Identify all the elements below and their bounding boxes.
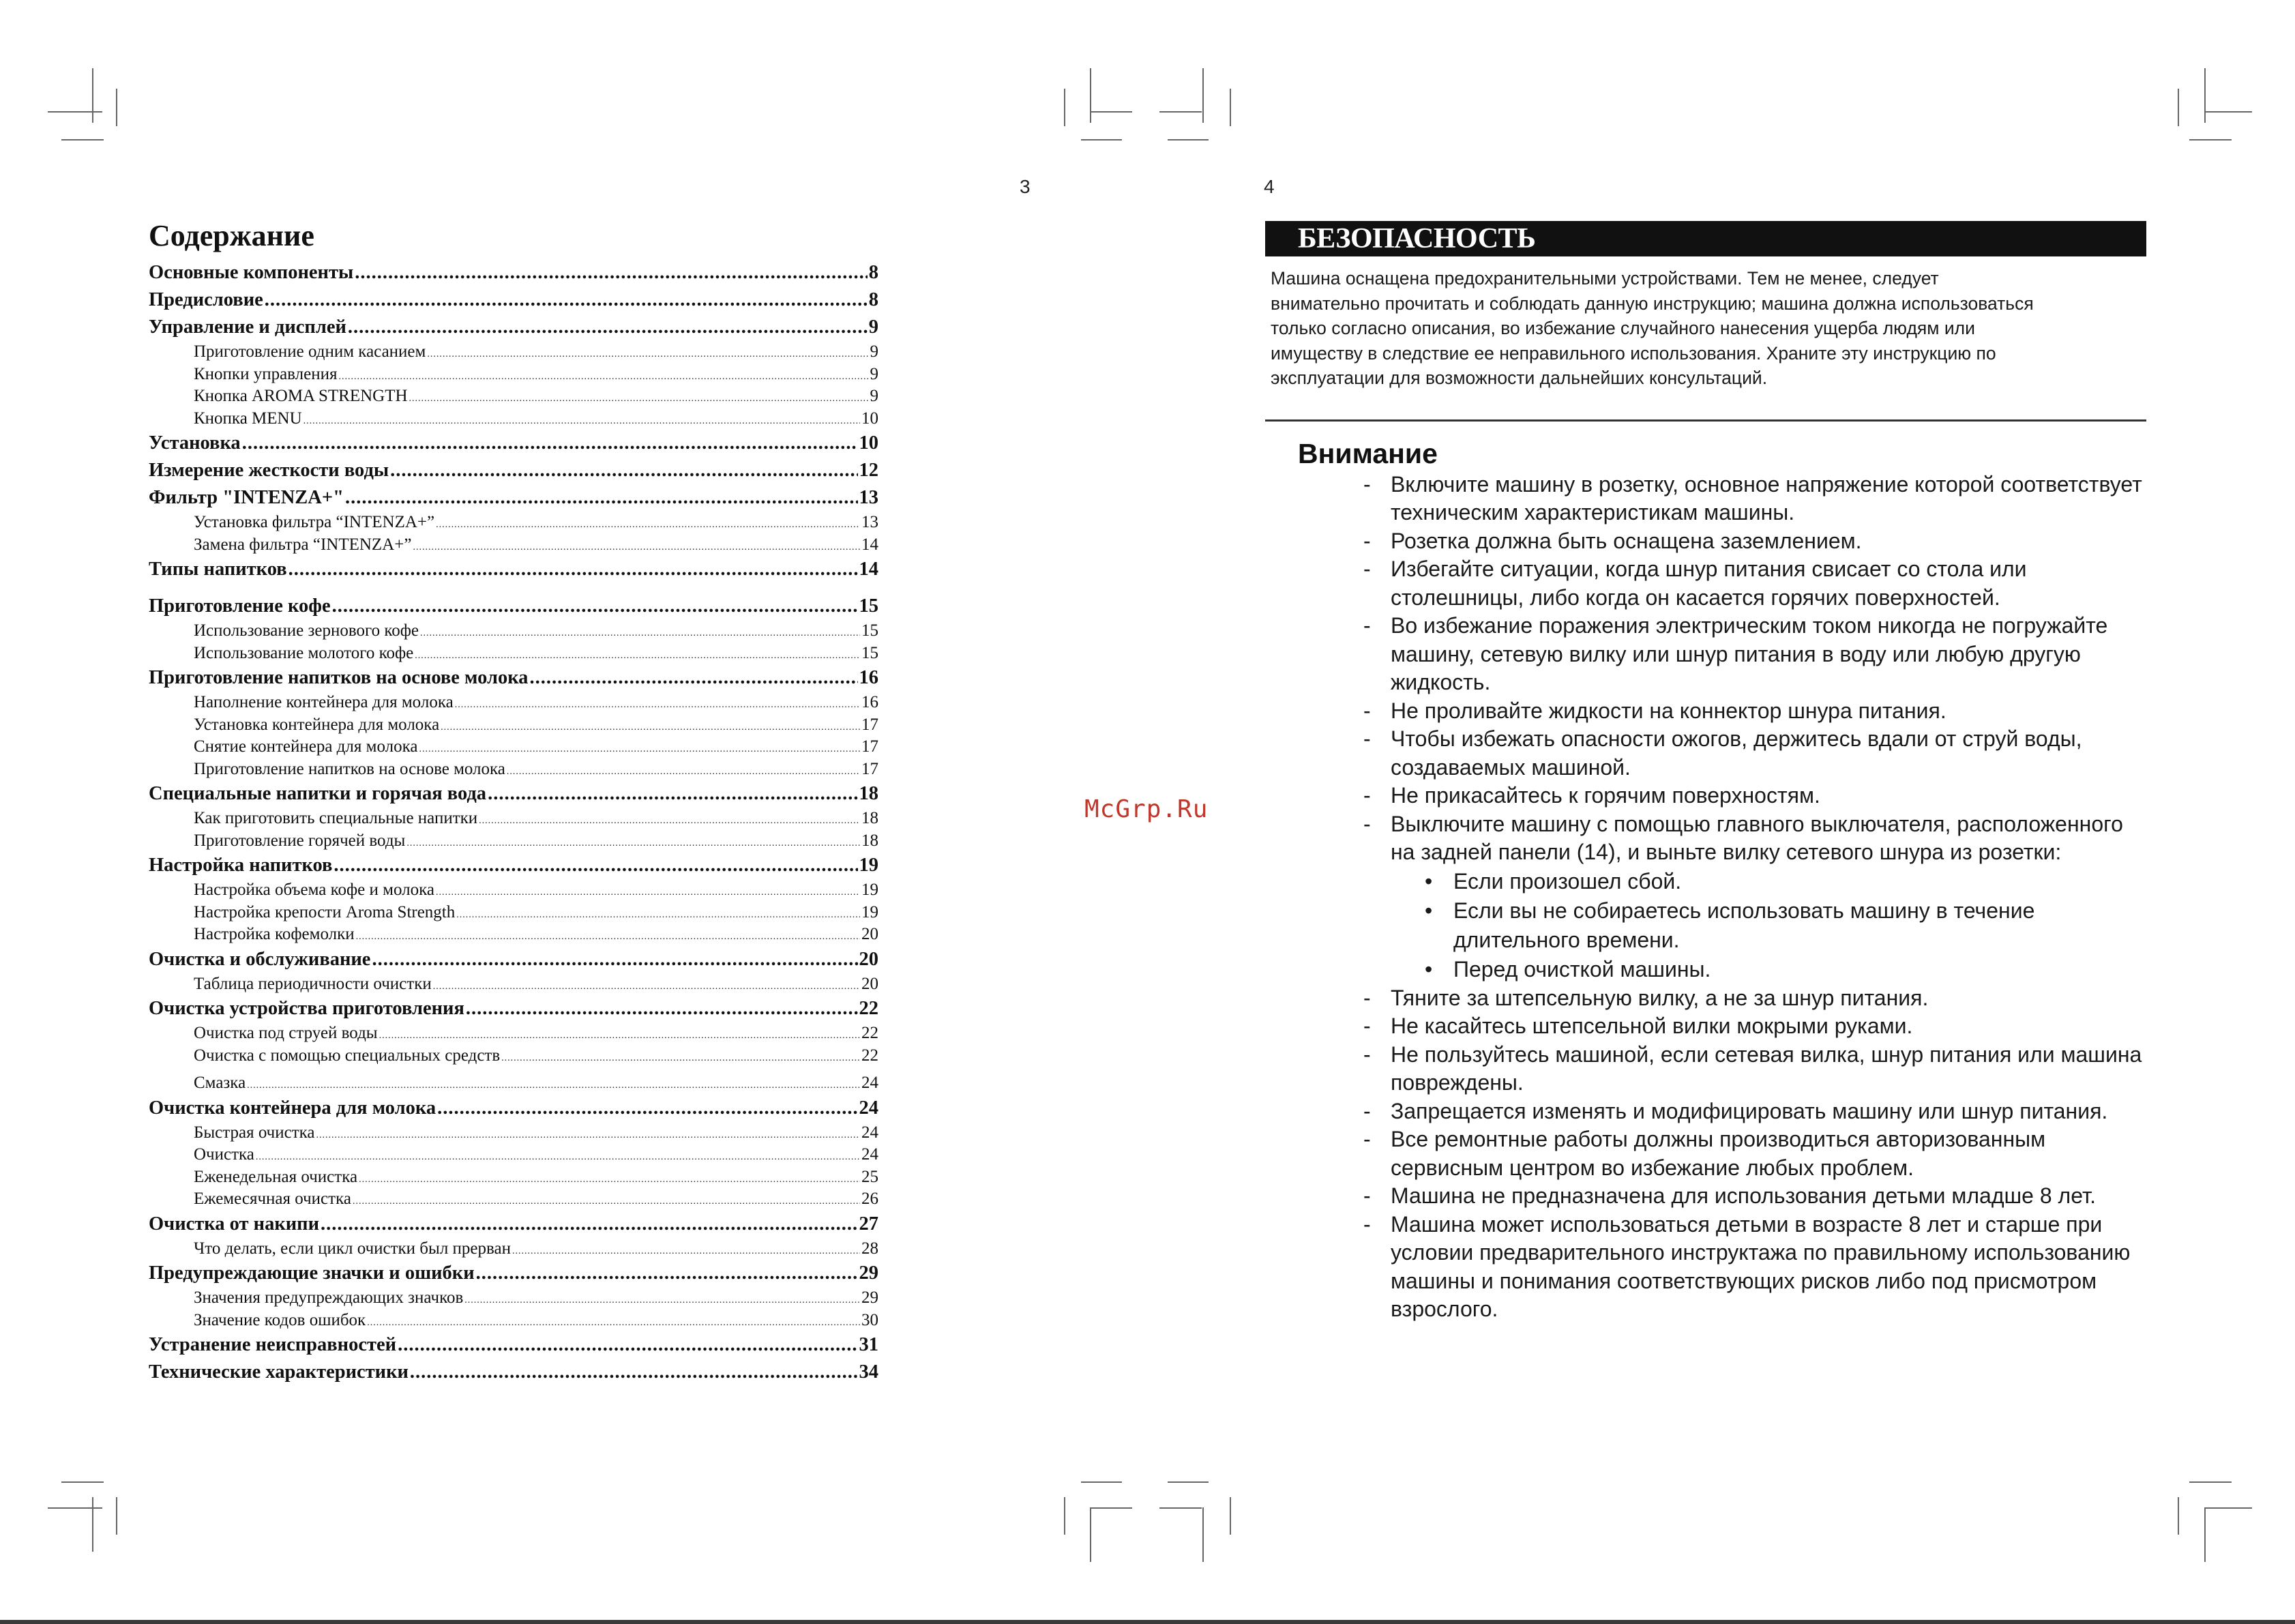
toc-entry-page: 24 xyxy=(861,1145,878,1164)
toc-entry-page: 34 xyxy=(859,1361,878,1383)
toc-entry-label: Таблица периодичности очистки xyxy=(194,974,432,993)
toc-leader-dots xyxy=(466,995,858,1022)
warning-item: - Избегайте ситуации, когда шнур питания свисает со стола или столешницы, либо когда он касается горячих поверхностей. xyxy=(1363,555,2146,612)
toc-entry-label: Типы напитков xyxy=(149,559,287,580)
toc-entry-label: Измерение жесткости воды xyxy=(149,460,389,481)
toc-entry-page: 22 xyxy=(861,1046,878,1065)
warning-item: - Во избежание поражения электрическим током никогда не погружайте машину, сетевую вилку или шнур питания в воду или любую другую жидкость. xyxy=(1363,612,2146,697)
crop-mark xyxy=(1090,1507,1091,1562)
toc-entry-page: 9 xyxy=(870,387,878,405)
toc-subentry xyxy=(149,692,878,714)
toc-leader-dots xyxy=(409,385,869,411)
crop-mark xyxy=(2178,1497,2179,1535)
toc-leader-dots xyxy=(529,664,857,692)
intro-line: эксплуатации для возможности дальнейших консультаций. xyxy=(1271,368,1768,388)
crop-mark xyxy=(48,1507,102,1509)
toc-entry xyxy=(149,664,878,692)
toc-entry-label: Замена фильтра “INTENZA+” xyxy=(194,535,412,554)
toc-leader-dots xyxy=(390,457,857,484)
toc-entry-page: 22 xyxy=(859,998,878,1019)
toc-entry-page: 15 xyxy=(859,595,878,617)
toc-entry-label: Установка фильтра “INTENZA+” xyxy=(194,513,435,531)
toc-entry-label: Приготовление одним касанием xyxy=(194,342,426,361)
toc-entry-page: 29 xyxy=(861,1288,878,1307)
toc-leader-dots xyxy=(398,1331,857,1359)
toc-entry-page: 13 xyxy=(859,487,878,508)
toc-leader-dots xyxy=(441,714,860,739)
toc-leader-dots xyxy=(321,1211,857,1238)
toc-entry-label: Технические характеристики xyxy=(149,1361,409,1383)
toc-entry xyxy=(149,995,878,1022)
toc-leader-dots xyxy=(488,780,857,808)
crop-mark xyxy=(2189,139,2232,141)
toc-entry-label: Использование зернового кофе xyxy=(194,621,419,640)
crop-mark xyxy=(1168,1481,1209,1483)
sub-bullet: • Перед очисткой машины. xyxy=(1425,955,2146,984)
toc-subentry xyxy=(149,1188,878,1211)
toc-entry xyxy=(149,556,878,583)
toc-subentry xyxy=(149,341,878,364)
toc-entry-page: 8 xyxy=(868,289,878,310)
crop-mark xyxy=(61,1481,104,1483)
toc-entry-label: Приготовление напитков на основе молока xyxy=(149,667,529,688)
toc-entry xyxy=(149,457,878,484)
safety-intro xyxy=(1271,266,2146,391)
crop-mark xyxy=(2204,68,2206,123)
toc-entry-label: Установка xyxy=(149,432,241,454)
warning-item: - Машина может использоваться детьми в возрасте 8 лет и старше при условии предварительного инструктажа по правильному использованию машины и понимания соответствующих рисков либо под присмотром взрослого. xyxy=(1363,1211,2146,1324)
toc-entry-label: Очистка контейнера для молока xyxy=(149,1097,436,1119)
toc-leader-dots xyxy=(410,1359,858,1386)
toc-entry-label: Основные компоненты xyxy=(149,262,354,283)
toc-entry-page: 15 xyxy=(861,643,878,662)
toc-entry-label: Настройка кофемолки xyxy=(194,925,355,943)
toc-entry xyxy=(149,780,878,808)
toc-entry-label: Как приготовить специальные напитки xyxy=(194,809,478,827)
toc-leader-dots xyxy=(334,852,857,879)
warning-item: - Запрещается изменять и модифицировать машину или шнур питания. xyxy=(1363,1097,2146,1126)
toc-entry-label: Настройка крепости Aroma Strength xyxy=(194,902,456,921)
toc-entry-page: 16 xyxy=(859,667,878,688)
toc-leader-dots xyxy=(464,1287,860,1312)
toc-entry-label: Предисловие xyxy=(149,289,263,310)
toc-leader-dots xyxy=(353,1188,860,1213)
toc-entry-page: 20 xyxy=(861,974,878,993)
toc-leader-dots xyxy=(420,620,860,645)
toc-subentry xyxy=(149,714,878,737)
toc-leader-dots xyxy=(433,973,860,999)
toc-entry-label: Предупреждающие значки и ошибки xyxy=(149,1263,475,1284)
toc-entry-label: Приготовление кофе xyxy=(149,595,331,617)
warning-item: - Не прикасайтесь к горячим поверхностям. xyxy=(1363,782,2146,810)
toc-entry-label: Настройка напитков xyxy=(149,855,333,876)
toc-entry-page: 13 xyxy=(861,513,878,531)
toc-entry-page: 26 xyxy=(861,1190,878,1208)
toc-subentry xyxy=(149,620,878,643)
crop-mark xyxy=(1064,1497,1065,1535)
toc-entry xyxy=(149,1211,878,1238)
toc-subentry xyxy=(149,1022,878,1045)
toc-subentry xyxy=(149,973,878,996)
toc-subentry xyxy=(149,924,878,946)
crop-mark xyxy=(1159,111,1202,113)
toc-entry-page: 14 xyxy=(861,535,878,554)
toc-subentry xyxy=(149,364,878,386)
toc-entry-page: 8 xyxy=(868,262,878,283)
crop-mark xyxy=(116,1497,117,1535)
toc-leader-dots xyxy=(437,1095,857,1122)
toc-leader-dots xyxy=(339,364,869,389)
warning-item-text: Выключите машину с помощью главного выключателя, расположенного на задней панели (14), и выньте вилку сетевого шнура из розетки: xyxy=(1391,811,2123,864)
sub-bullet-list xyxy=(1391,867,2146,984)
toc-entry-page: 15 xyxy=(861,621,878,640)
toc-subentry xyxy=(149,758,878,781)
toc-subentry xyxy=(149,1072,878,1095)
toc-entry-label: Очистка с помощью специальных средств xyxy=(194,1046,501,1065)
crop-mark xyxy=(2178,89,2179,126)
toc-leader-dots xyxy=(479,808,860,833)
crop-mark xyxy=(1090,68,1091,123)
table-of-contents xyxy=(149,217,878,1386)
toc-leader-dots xyxy=(345,484,858,512)
page-number-right: 4 xyxy=(1264,176,1275,197)
toc-leader-dots xyxy=(332,593,858,620)
toc-subentry xyxy=(149,408,878,430)
toc-entry-label: Приготовление напитков на основе молока xyxy=(194,759,505,778)
toc-entry-page: 19 xyxy=(861,881,878,899)
crop-mark xyxy=(1081,1481,1122,1483)
toc-entry xyxy=(149,286,878,314)
toc-entry-page: 20 xyxy=(859,948,878,970)
crop-mark xyxy=(2204,1507,2206,1562)
toc-leader-dots xyxy=(406,830,860,855)
toc-entry-label: Использование молотого кофе xyxy=(194,643,414,662)
toc-leader-dots xyxy=(455,692,860,717)
section-header: БЕЗОПАСНОСТЬ xyxy=(1265,221,2146,256)
toc-entry-label: Значения предупреждающих значков xyxy=(194,1288,464,1307)
intro-line: Машина оснащена предохранительными устройствами. Тем не менее, следует xyxy=(1271,268,1939,289)
toc-subentry xyxy=(149,830,878,853)
toc-leader-dots xyxy=(316,1122,860,1147)
toc-leader-dots xyxy=(356,924,860,949)
toc-subentry xyxy=(149,512,878,534)
intro-line: имуществу в следствие ее неправильного использования. Храните эту инструкцию по xyxy=(1271,342,1996,364)
warning-item: - Машина не предназначена для использования детьми младше 8 лет. xyxy=(1363,1182,2146,1211)
toc-entry-page: 9 xyxy=(868,316,878,338)
toc-entry-page: 14 xyxy=(859,559,878,580)
toc-entry-page: 24 xyxy=(861,1123,878,1142)
toc-entry-page: 24 xyxy=(861,1074,878,1092)
toc-leader-dots xyxy=(413,534,860,559)
toc-entry-label: Что делать, если цикл очистки был прерван xyxy=(194,1239,511,1258)
warning-item: - Не проливайте жидкости на коннектор шнура питания. xyxy=(1363,697,2146,726)
toc-entry-label: Ежемесячная очистка xyxy=(194,1190,351,1208)
toc-entry-label: Кнопки управления xyxy=(194,364,338,383)
sub-bullet: • Если вы не собираетесь использовать машину в течение длительного времени. xyxy=(1425,896,2146,955)
toc-title: Содержание xyxy=(149,219,314,252)
warning-item: - Включите машину в розетку, основное напряжение которой соответствует техническим характеристикам машины. xyxy=(1363,471,2146,527)
toc-entry-label: Фильтр "INTENZA+" xyxy=(149,487,344,508)
toc-subentry xyxy=(149,879,878,902)
toc-entry-page: 17 xyxy=(861,759,878,778)
crop-mark xyxy=(1159,1507,1202,1509)
toc-entry xyxy=(149,1359,878,1386)
crop-mark xyxy=(1090,111,1132,113)
toc-leader-dots xyxy=(419,736,860,761)
toc-subentry xyxy=(149,385,878,408)
toc-entry-label: Быстрая очистка xyxy=(194,1123,315,1142)
bottom-border xyxy=(0,1620,2295,1624)
toc-entry-page: 25 xyxy=(861,1167,878,1186)
toc-entry-label: Наполнение контейнера для молока xyxy=(194,693,454,711)
toc-leader-dots xyxy=(436,879,860,904)
toc-leader-dots xyxy=(507,758,860,784)
toc-subentry xyxy=(149,534,878,557)
crop-mark xyxy=(92,68,93,123)
toc-entry-page: 17 xyxy=(861,737,878,756)
toc-subentry xyxy=(149,1045,878,1067)
toc-entry-label: Кнопка MENU xyxy=(194,409,302,428)
crop-mark xyxy=(48,111,102,113)
page-number-left: 3 xyxy=(1020,176,1031,197)
toc-leader-dots xyxy=(265,286,868,314)
toc-leader-dots xyxy=(427,341,868,366)
toc-entry xyxy=(149,946,878,973)
toc-entry-page: 18 xyxy=(861,831,878,850)
toc-entry-label: Значение кодов ошибок xyxy=(194,1310,366,1329)
toc-entry-label: Устранение неисправностей xyxy=(149,1334,397,1355)
toc-entry-page: 9 xyxy=(870,364,878,383)
toc-leader-dots xyxy=(415,643,860,668)
toc-entry-page: 29 xyxy=(859,1263,878,1284)
crop-mark xyxy=(1168,139,1209,141)
toc-entry xyxy=(149,852,878,879)
toc-leader-dots xyxy=(372,946,857,973)
crop-mark xyxy=(61,139,104,141)
warning-item: - Чтобы избежать опасности ожогов, держитесь вдали от струй воды, создаваемых машиной. xyxy=(1363,725,2146,782)
toc-subentry xyxy=(149,1310,878,1332)
toc-entry xyxy=(149,314,878,341)
crop-mark xyxy=(1081,139,1122,141)
toc-entry-page: 12 xyxy=(859,460,878,481)
warning-item-with-subs xyxy=(1363,810,2146,984)
toc-subentry xyxy=(149,1238,878,1260)
toc-list xyxy=(149,259,878,1386)
toc-leader-dots xyxy=(288,556,858,583)
toc-entry-label: Очистка xyxy=(194,1145,254,1164)
intro-line: только согласно описания, во избежание случайного нанесения ущерба людям или xyxy=(1271,318,1975,338)
crop-mark xyxy=(2204,1507,2252,1509)
crop-mark xyxy=(1202,1507,1204,1562)
crop-mark xyxy=(92,1497,93,1552)
toc-entry-label: Приготовление горячей воды xyxy=(194,831,406,850)
toc-entry xyxy=(149,1095,878,1122)
toc-entry-page: 22 xyxy=(861,1024,878,1042)
watermark-text: McGrp.Ru xyxy=(1084,795,1209,823)
toc-entry-page: 10 xyxy=(861,409,878,428)
toc-subentry xyxy=(149,1144,878,1166)
toc-leader-dots xyxy=(512,1238,860,1263)
warning-item: - Не касайтесь штепсельной вилки мокрыми руками. xyxy=(1363,1012,2146,1041)
crop-mark xyxy=(1230,1497,1231,1535)
toc-entry xyxy=(149,1331,878,1359)
toc-leader-dots xyxy=(379,1022,860,1048)
toc-entry-page: 10 xyxy=(859,432,878,454)
warning-item: - Не пользуйтесь машиной, если сетевая вилка, шнур питания или машина повреждены. xyxy=(1363,1041,2146,1097)
sub-bullet: • Если произошел сбой. xyxy=(1425,867,2146,896)
warning-item: - Тяните за штепсельную вилку, а не за шнур питания. xyxy=(1363,984,2146,1013)
toc-entry xyxy=(149,430,878,457)
toc-subentry xyxy=(149,1287,878,1310)
toc-entry-label: Очистка от накипи xyxy=(149,1213,320,1235)
toc-subentry xyxy=(149,1166,878,1189)
toc-leader-dots xyxy=(359,1166,860,1192)
toc-entry-page: 18 xyxy=(861,809,878,827)
toc-entry-label: Смазка xyxy=(194,1074,246,1092)
toc-leader-dots xyxy=(436,512,860,537)
crop-mark xyxy=(116,89,117,126)
toc-entry-label: Управление и дисплей xyxy=(149,316,346,338)
crop-mark xyxy=(1202,68,1204,123)
toc-entry xyxy=(149,259,878,286)
toc-leader-dots xyxy=(242,430,858,457)
toc-entry-page: 27 xyxy=(859,1213,878,1235)
toc-leader-dots xyxy=(456,902,860,927)
toc-entry-label: Настройка объема кофе и молока xyxy=(194,881,434,899)
divider xyxy=(1265,419,2146,422)
toc-entry xyxy=(149,484,878,512)
toc-leader-dots xyxy=(256,1144,860,1169)
toc-entry-page: 9 xyxy=(870,342,878,361)
warning-item: - Все ремонтные работы должны производиться авторизованным сервисным центром во избежание любых проблем. xyxy=(1363,1125,2146,1182)
toc-entry-label: Кнопка AROMA STRENGTH xyxy=(194,387,408,405)
toc-entry-page: 16 xyxy=(861,693,878,711)
toc-leader-dots xyxy=(348,314,868,341)
toc-entry-label: Установка контейнера для молока xyxy=(194,715,440,734)
toc-leader-dots xyxy=(303,408,860,433)
crop-mark xyxy=(2189,1481,2232,1483)
warning-item: - Розетка должна быть оснащена заземлением. xyxy=(1363,527,2146,556)
toc-leader-dots xyxy=(476,1260,858,1287)
intro-line: внимательно прочитать и соблюдать данную инструкцию; машина должна использоваться xyxy=(1271,293,2034,314)
toc-subentry xyxy=(149,643,878,665)
toc-entry-page: 18 xyxy=(859,783,878,804)
toc-leader-dots xyxy=(501,1045,860,1070)
crop-mark xyxy=(1230,89,1231,126)
toc-entry xyxy=(149,1260,878,1287)
toc-entry-page: 17 xyxy=(861,715,878,734)
crop-mark xyxy=(2204,111,2252,113)
toc-leader-dots xyxy=(247,1072,860,1097)
crop-mark xyxy=(1064,89,1065,126)
toc-entry-page: 24 xyxy=(859,1097,878,1119)
toc-entry-page: 19 xyxy=(859,855,878,876)
toc-entry-page: 20 xyxy=(861,925,878,943)
toc-entry-label: Очистка и обслуживание xyxy=(149,948,371,970)
toc-entry-page: 28 xyxy=(861,1239,878,1258)
warning-list xyxy=(1265,471,2146,1324)
toc-entry-label: Очистка устройства приготовления xyxy=(149,998,464,1019)
toc-entry-page: 19 xyxy=(861,902,878,921)
toc-subentry xyxy=(149,736,878,758)
toc-leader-dots xyxy=(367,1310,860,1335)
toc-entry-page: 30 xyxy=(861,1310,878,1329)
toc-subentry xyxy=(149,1122,878,1145)
attention-title: Внимание xyxy=(1298,437,1438,469)
crop-mark xyxy=(1090,1507,1132,1509)
toc-entry xyxy=(149,593,878,620)
toc-entry-label: Очистка под струей воды xyxy=(194,1024,378,1042)
toc-entry-page: 31 xyxy=(859,1334,878,1355)
toc-leader-dots xyxy=(355,259,868,286)
toc-entry-label: Еженедельная очистка xyxy=(194,1167,358,1186)
safety-section xyxy=(1265,221,2146,1324)
toc-subentry xyxy=(149,808,878,830)
toc-entry-label: Снятие контейнера для молока xyxy=(194,737,418,756)
toc-entry-label: Специальные напитки и горячая вода xyxy=(149,783,487,804)
toc-subentry xyxy=(149,902,878,924)
